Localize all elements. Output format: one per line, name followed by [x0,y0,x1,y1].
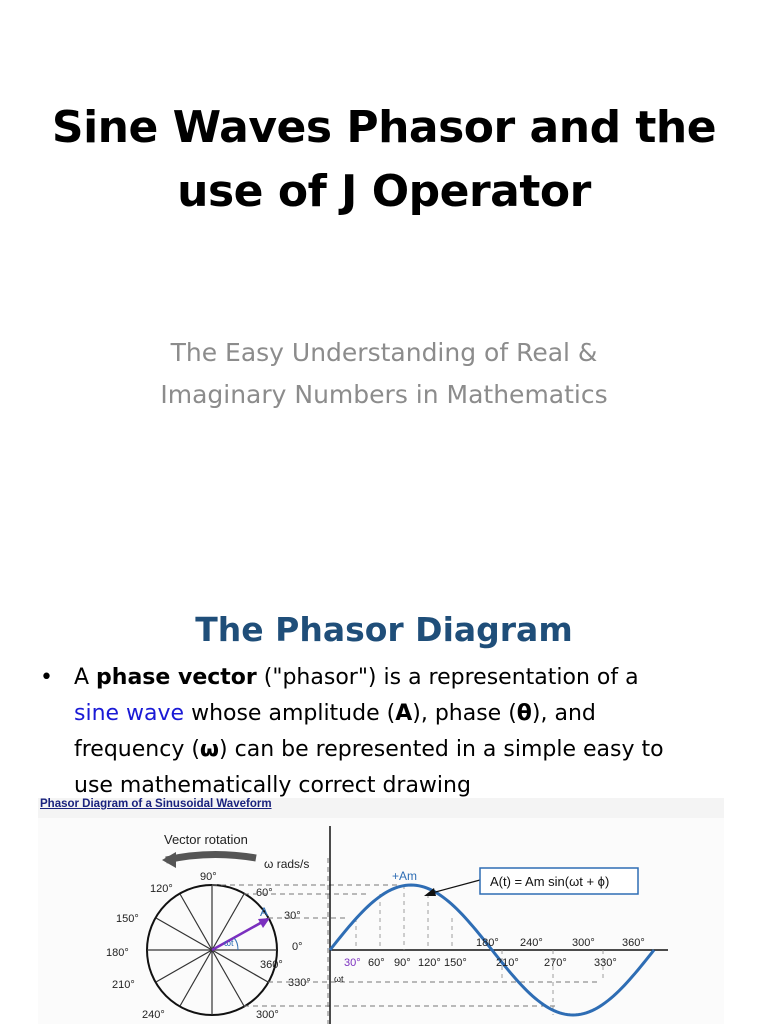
text-run: use mathematically correct drawing [74,773,471,798]
axis-240: 240° [520,937,543,949]
slide-subtitle [60,332,708,416]
angle-240: 240° [142,1009,165,1021]
phasor-label: A [260,905,269,919]
bold-run: phase vector [96,665,257,690]
phasor-diagram-svg [38,798,724,1024]
axis-30: 30° [344,957,361,969]
axis-60: 60° [368,957,385,969]
angle-90: 90° [200,871,217,883]
axis-330: 330° [594,957,617,969]
angle-330: 330° [288,977,311,989]
angle-30: 30° [284,910,301,922]
phasor-slide [0,576,768,1024]
subtitle-line-1: The Easy Understanding of Real & [170,338,598,367]
angle-150: 150° [116,913,139,925]
angle-120: 120° [150,883,173,895]
text-run: ), phase ( [412,701,517,726]
slide-title [40,96,728,224]
slide-heading: The Phasor Diagram [195,610,573,649]
phasor-figure [38,798,724,1024]
axis-90: 90° [394,957,411,969]
bold-run: θ [516,701,532,726]
omega-rads-label: ω rads/s [264,857,310,871]
angle-0: 0° [292,941,303,953]
title-line-2: use of J Operator [177,166,591,217]
axis-360: 360° [622,937,645,949]
angle-60: 60° [256,887,273,899]
axis-150: 150° [444,957,467,969]
text-run: ), and [531,701,596,726]
text-run: whose amplitude ( [184,701,396,726]
equation-text: A(t) = Am sin(ωt + ϕ) [490,874,610,889]
axis-210: 210° [496,957,519,969]
text-run: ("phasor") is a representation of a [256,665,639,690]
bold-run: ω [199,737,220,762]
bullet-symbol: • [40,665,53,690]
title-line-1: Sine Waves Phasor and the [51,102,717,153]
axis-omega-t: ωt [334,974,344,984]
angle-210: 210° [112,979,135,991]
peak-label: +Am [392,869,418,883]
text-run: frequency ( [74,737,200,762]
text-run: ) can be represented in a simple easy to [219,737,664,762]
vector-rotation-label: Vector rotation [164,832,248,847]
bullet-text [74,660,728,804]
bold-run: A [395,701,413,726]
axis-120: 120° [418,957,441,969]
axis-180: 180° [476,937,499,949]
bullet-paragraph [40,660,728,804]
omega-t-label: ωt [224,938,234,948]
axis-300: 300° [572,937,595,949]
angle-180: 180° [106,947,129,959]
axis-270: 270° [544,957,567,969]
figure-caption: Phasor Diagram of a Sinusoidal Waveform [40,798,272,810]
text-run: A [74,665,97,690]
angle-300: 300° [256,1009,279,1021]
angle-360: 360° [260,959,283,971]
sine-wave-link[interactable]: sine wave [74,701,185,726]
subtitle-line-2: Imaginary Numbers in Mathematics [160,380,608,409]
